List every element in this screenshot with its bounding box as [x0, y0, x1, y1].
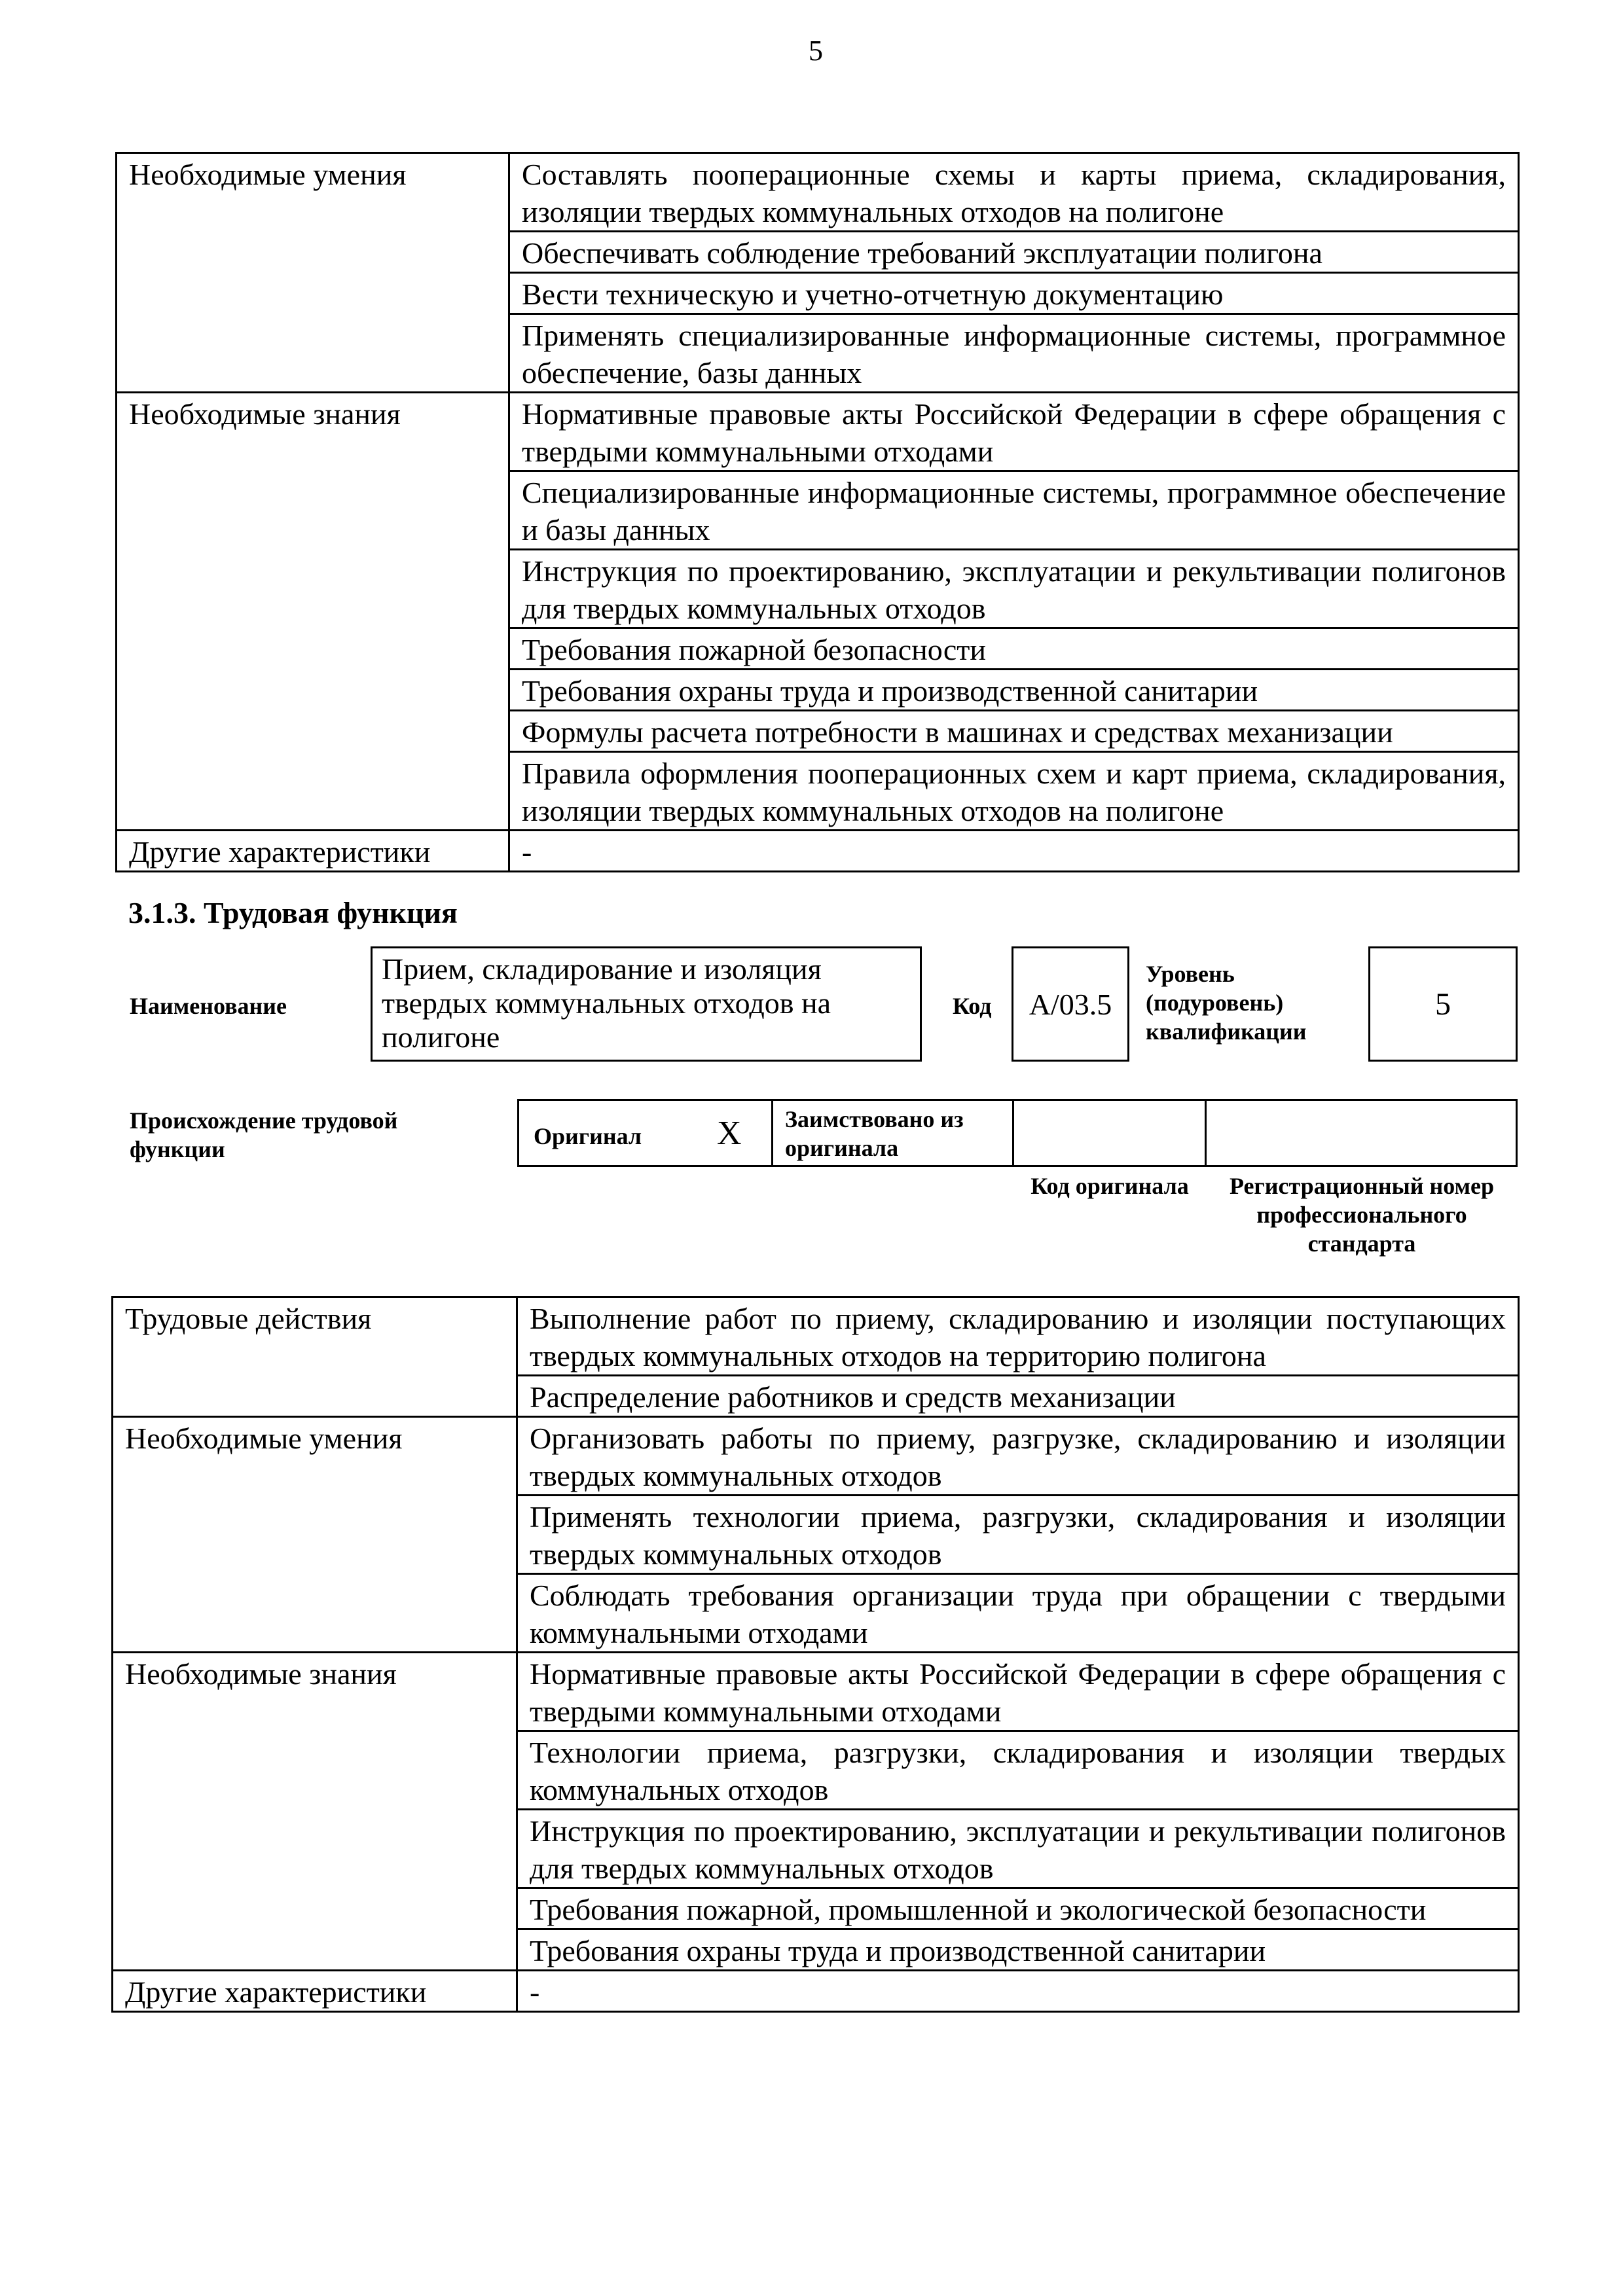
original-cell: [517, 1099, 773, 1167]
row-item: Распределение работников и средств механизации: [517, 1376, 1519, 1417]
table-row: [113, 1417, 1519, 1496]
row-item: Составлять пооперационные схемы и карты приема, складирования, изоляции твердых коммунальных отходов на полигоне: [509, 153, 1519, 232]
origin-label: Происхождение трудовой функции: [130, 1107, 398, 1162]
table-row: [113, 1971, 1519, 2012]
row-item: Соблюдать требования организации труда при обращении с твердыми коммунальными отходами: [517, 1574, 1519, 1653]
row-item: Требования охраны труда и производственной санитарии: [509, 670, 1519, 711]
reg-number-cell: [1205, 1099, 1518, 1167]
row-item: Инструкция по проектированию, эксплуатации и рекультивации полигонов для твердых коммунальных отходов: [517, 1810, 1519, 1888]
row-label: Трудовые действия: [113, 1297, 517, 1417]
code-value-box: [1012, 946, 1129, 1062]
table-row: [117, 393, 1519, 471]
row-item: Выполнение работ по приему, складированию и изоляции поступающих твердых коммунальных отходов на территорию полигона: [517, 1297, 1519, 1376]
code-value: A/03.5: [1029, 987, 1112, 1021]
row-item: Требования пожарной безопасности: [509, 628, 1519, 670]
page-number: 5: [809, 35, 823, 67]
row-item: Организовать работы по приему, разгрузке, складированию и изоляции твердых коммунальных отходов: [517, 1417, 1519, 1496]
row-label: Необходимые знания: [113, 1653, 517, 1971]
name-label: Наименование: [130, 993, 287, 1019]
row-label: Другие характеристики: [113, 1971, 517, 2012]
original-label: Оригинал: [534, 1123, 642, 1149]
skills-knowledge-table-2: [111, 1296, 1520, 2013]
borrowed-cell: [771, 1099, 1013, 1167]
row-item: Применять специализированные информационные системы, программное обеспечение, базы данных: [509, 314, 1519, 393]
row-item: Формулы расчета потребности в машинах и средствах механизации: [509, 711, 1519, 752]
row-label: Необходимые умения: [117, 153, 509, 393]
row-item: Вести техническую и учетно-отчетную документацию: [509, 273, 1519, 314]
code-original-label: Код оригинала: [1030, 1173, 1189, 1199]
row-item: -: [509, 831, 1519, 872]
level-value: 5: [1435, 986, 1451, 1022]
row-label: Необходимые знания: [117, 393, 509, 831]
table-row: [117, 153, 1519, 232]
row-label: Другие характеристики: [117, 831, 509, 872]
code-original-cell: [1012, 1099, 1206, 1167]
row-label: Необходимые умения: [113, 1417, 517, 1653]
level-value-box: [1368, 946, 1518, 1062]
row-item: Требования пожарной, промышленной и экологической безопасности: [517, 1888, 1519, 1929]
row-item: -: [517, 1971, 1519, 2012]
borrowed-label: Заимствовано из оригинала: [785, 1106, 964, 1161]
row-item: Нормативные правовые акты Российской Федерации в сфере обращения с твердыми коммунальными отходами: [517, 1653, 1519, 1731]
skills-knowledge-table-1: [115, 152, 1520, 872]
row-item: Технологии приема, разгрузки, складирования и изоляции твердых коммунальных отходов: [517, 1731, 1519, 1810]
row-item: Применять технологии приема, разгрузки, складирования и изоляции твердых коммунальных отходов: [517, 1496, 1519, 1574]
row-item: Специализированные информационные системы, программное обеспечение и базы данных: [509, 471, 1519, 550]
row-item: Инструкция по проектированию, эксплуатации и рекультивации полигонов для твердых коммунальных отходов: [509, 550, 1519, 628]
table-row: [117, 831, 1519, 872]
name-value-box: [371, 946, 922, 1062]
table-row: [113, 1297, 1519, 1376]
name-value: Прием, складирование и изоляция твердых коммунальных отходов на полигоне: [382, 952, 831, 1054]
row-item: Требования охраны труда и производственной санитарии: [517, 1929, 1519, 1971]
reg-number-label: Регистрационный номер профессионального стандарта: [1229, 1173, 1495, 1257]
level-label: Уровень (подуровень) квалификации: [1146, 961, 1307, 1045]
original-mark: X: [717, 1115, 742, 1152]
code-label: Код: [953, 993, 992, 1019]
row-item: Нормативные правовые акты Российской Федерации в сфере обращения с твердыми коммунальными отходами: [509, 393, 1519, 471]
section-heading: 3.1.3. Трудовая функция: [128, 896, 458, 929]
row-item: Правила оформления пооперационных схем и карт приема, складирования, изоляции твердых коммунальных отходов на полигоне: [509, 752, 1519, 831]
table-row: [113, 1653, 1519, 1731]
row-item: Обеспечивать соблюдение требований эксплуатации полигона: [509, 232, 1519, 273]
